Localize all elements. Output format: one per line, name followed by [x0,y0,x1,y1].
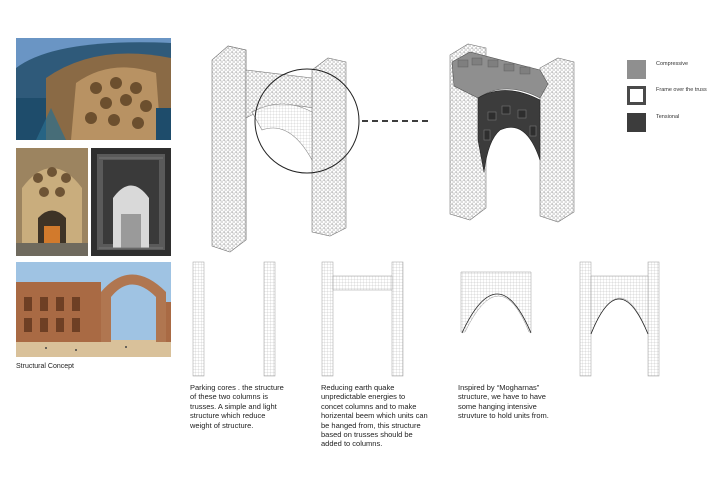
compressive-swatch [627,60,646,79]
step2-columns-beam [322,262,403,376]
mogharnas-model-3d [450,44,574,222]
step3-caption: Inspired by “Mogharnas” structure, we have to have some hanging intensive struvture to hold units from. [458,383,549,421]
step1-caption: Parking cores . the structure of these two columns is trusses. A simple and light structure which reduce weight of structure. [190,383,284,430]
step4-combined [580,262,659,376]
step2-caption: Reducing earth quake unpredictable energies to concet columns and to make horizental beem which units can be hanged from, this structure based on trusses should be added to columns. [321,383,428,449]
tensional-label: Tensional [656,114,680,120]
tensional-swatch [627,113,646,132]
step3-hanging-arch [461,272,531,333]
frame-swatch [627,86,646,105]
structural-concept-label: Structural Concept [16,363,74,370]
compressive-label: Compressive [656,61,689,67]
step1-columns [193,262,275,376]
frame-label: Frame over the truss [656,87,707,93]
